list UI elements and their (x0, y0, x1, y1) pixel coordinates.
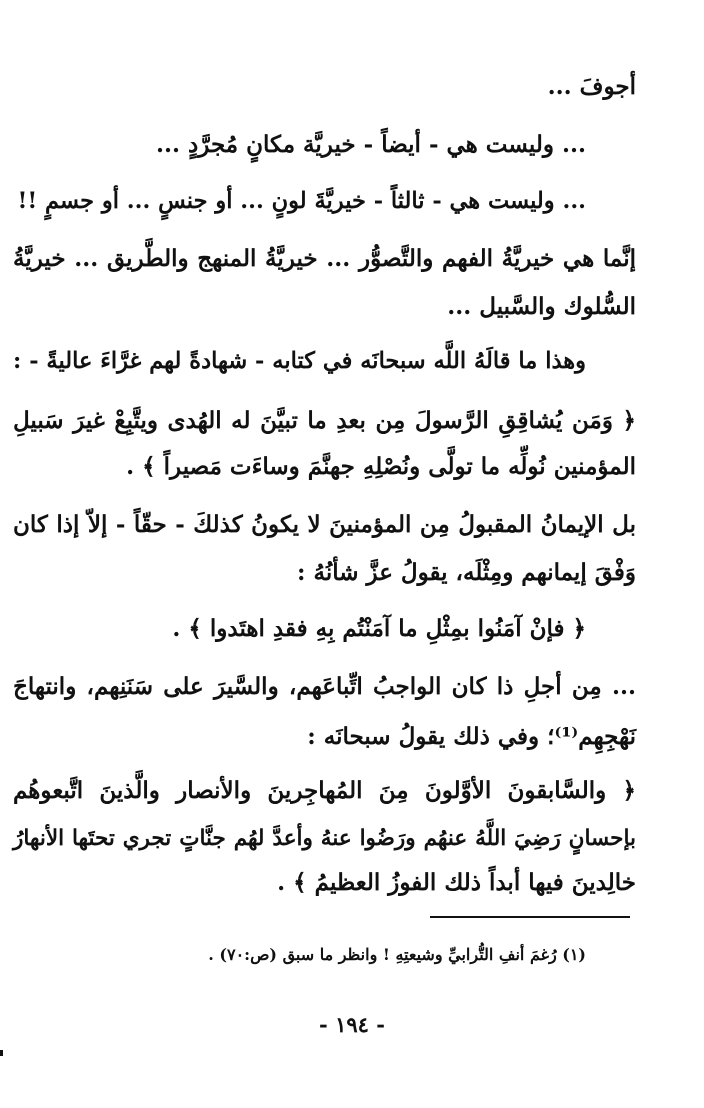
quran-verse-line-1: ﴿ وَمَن يُشاقِقِ الرَّسولَ مِن بعدِ ما تبيَّنَ له الهُدى ويتَّبِعْ غيرَ سَبيلِ (13, 407, 636, 434)
footnote-separator (430, 916, 630, 918)
text-line-5: السُّلوك والسَّبيل ... (447, 293, 636, 320)
text-line-10: نَهْجِهِم⁽¹⁾؛ وفي ذلك يقولُ سبحانَه : (307, 723, 636, 750)
quran-verse-line-6: خالِدينَ فيها أبداً ذلك الفوزُ العظيمُ ﴾ . (277, 869, 636, 896)
quran-verse-line-2: المؤمنين نُولِّه ما تولَّى ونُصْلِهِ جهنَّمَ وساءَت مَصيراً ﴾ . (126, 453, 636, 480)
footnote: (١) رُغمَ أنفِ التُّرابيِّ وشيعتِهِ ! وانظر ما سبق (ص:٧٠) . (208, 945, 586, 964)
quran-verse-line-3: ﴿ فإنْ آمَنُوا بمِثْلِ ما آمَنْتُم بِهِ فقدِ اهتَدوا ﴾ . (172, 615, 586, 642)
text-line-1: أجوفَ ... (547, 73, 636, 100)
text-line-4: إنَّما هي خيريَّةُ الفهم والتَّصوُّر ... خيريَّةُ المنهج والطَّريق ... خيريَّةُ (13, 245, 636, 272)
text-line-9: ... مِن أجلِ ذا كان الواجبُ اتِّباعَهم، والسَّيرَ على سَنَنِهم، وانتهاجَ (13, 673, 636, 700)
text-line-3: ... وليست هي - ثالثاً - خيريَّةَ لونٍ ... أو جنسٍ ... أو جسمٍ !! (17, 188, 586, 214)
quran-verse-line-5: بإحسانٍ رَضِيَ اللَّهُ عنهُم ورَضُوا عنهُ وأعدَّ لهُم جنَّاتٍ تجري تحتَها الأنهارُ (13, 826, 636, 851)
text-line-6: وهذا ما قالَهُ اللَّه سبحانَه في كتابه - شهادةً لهم غرَّاءَ عاليةً - : (13, 348, 586, 374)
scan-mark (0, 1050, 3, 1056)
text-line-7: بل الإيمانُ المقبولُ مِن المؤمنينَ لا يكونُ كذلكَ - حقّاً - إلاّ إذا كان (13, 511, 636, 538)
text-line-2: ... وليست هي - أيضاً - خيريَّة مكانٍ مُجرَّدٍ ... (155, 131, 586, 158)
page-number: - ١٩٤ - (319, 1012, 385, 1037)
quran-verse-line-4: ﴿ والسَّابقونَ الأوَّلونَ مِنَ المُهاجِرينَ والأنصار والَّذينَ اتَّبعوهُم (13, 777, 636, 804)
text-line-8: وَفْقَ إيمانهم ومِثْلَه، يقولُ عزَّ شأنُهُ : (296, 559, 636, 586)
